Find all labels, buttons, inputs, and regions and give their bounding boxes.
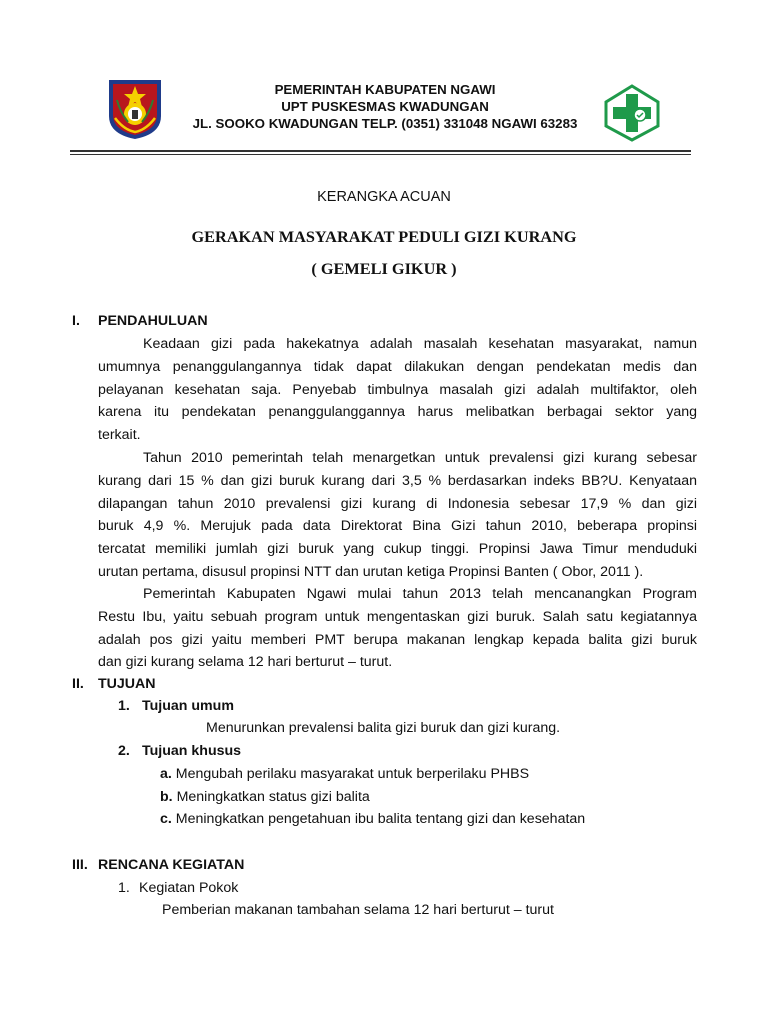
paragraph-line: Pemerintah Kabupaten Ngawi mulai tahun 2013 telah mencanangkan Program xyxy=(143,586,697,602)
document-main-title: GERAKAN MASYARAKAT PEDULI GIZI KURANG xyxy=(191,227,577,246)
item-text: Meningkatkan pengetahuan ibu balita tentang gizi dan kesehatan xyxy=(175,811,586,827)
letterhead-address: JL. SOOKO KWADUNGAN TELP. (0351) 331048 NGAWI 63283 xyxy=(192,116,578,131)
paragraph-line: karena itu pendekatan penanggulanggannya harus melibatkan berbagai sektor yang xyxy=(98,404,697,421)
paragraph-line: tercatat memiliki jumlah gizi buruk yang cukup tinggi. Propinsi Jawa Timur menduduki xyxy=(98,541,697,557)
item-text: Mengubah perilaku masyarakat untuk berperilaku PHBS xyxy=(175,766,530,782)
document-type-title: KERANGKA ACUAN xyxy=(317,189,451,205)
tujuan-khusus-item xyxy=(160,789,370,805)
paragraph-line: adalah pos gizi yaitu memberi PMT berupa makanan lengkap kepada balita gizi buruk xyxy=(98,631,697,648)
section-2-title: TUJUAN xyxy=(98,676,156,692)
tujuan-khusus-number: 2. xyxy=(118,743,130,759)
section-2-number: II. xyxy=(72,676,84,692)
section-1-title: PENDAHULUAN xyxy=(98,313,208,329)
section-1-number: I. xyxy=(72,313,80,329)
tujuan-umum-number: 1. xyxy=(118,698,130,714)
tujuan-khusus-item xyxy=(160,766,529,782)
paragraph-line: Tahun 2010 pemerintah telah menargetkan untuk prevalensi gizi kurang sebesar xyxy=(143,450,697,466)
paragraph-line: pelayanan kesehatan saja. Penyebab timbulnya masalah gizi adalah multifaktor, oleh xyxy=(98,381,697,398)
tujuan-umum-text: Menurunkan prevalensi balita gizi buruk dan gizi kurang. xyxy=(206,720,561,736)
letterhead-rule-thick xyxy=(70,150,691,152)
tujuan-khusus-item xyxy=(160,811,585,827)
puskesmas-logo-icon xyxy=(603,84,661,142)
paragraph-line: Keadaan gizi pada hakekatnya adalah masalah kesehatan masyarakat, namun xyxy=(143,336,697,352)
section-1-paragraph-3 xyxy=(98,583,697,674)
paragraph-line: dilapangan tahun 2010 prevalensi gizi kurang di Indonesia sebesar 17,9 % dan gizi xyxy=(98,495,697,512)
paragraph-line: dan gizi kurang selama 12 hari berturut – turut. xyxy=(98,654,393,671)
tujuan-khusus-title: Tujuan khusus xyxy=(142,743,242,759)
section-1-paragraph-1 xyxy=(98,333,697,447)
ngawi-regency-emblem-icon xyxy=(106,78,164,140)
kegiatan-pokok-title: Kegiatan Pokok xyxy=(139,880,239,896)
item-text: Meningkatkan status gizi balita xyxy=(176,789,370,805)
paragraph-line: buruk 4,9 %. Merujuk pada data Direktorat Bina Gizi tahun 2010, beberapa propinsi xyxy=(98,518,697,535)
paragraph-line: Restu Ibu, yaitu sebuah program untuk mengentaskan gizi buruk. Salah satu kegiatannya xyxy=(98,608,697,625)
section-3-number: III. xyxy=(72,857,88,873)
paragraph-line: umumnya penanggulangannya tidak dapat dilakukan dengan pendekatan medis dan xyxy=(98,358,697,375)
letterhead-rule-thin xyxy=(70,154,691,155)
kegiatan-pokok-number: 1. xyxy=(118,880,130,896)
tujuan-umum-title: Tujuan umum xyxy=(142,698,234,714)
document-subtitle: ( GEMELI GIKUR ) xyxy=(311,259,457,278)
paragraph-line: terkait. xyxy=(98,427,141,443)
item-letter: b. xyxy=(160,789,173,805)
section-3-title: RENCANA KEGIATAN xyxy=(98,857,245,873)
paragraph-line: kurang dari 15 % dan gizi buruk kurang dari 3,5 % berdasarkan indeks BB?U. Kenyataan xyxy=(98,472,697,489)
letterhead-institution: UPT PUSKESMAS KWADUNGAN xyxy=(281,99,489,114)
kegiatan-pokok-text: Pemberian makanan tambahan selama 12 hari berturut – turut xyxy=(162,902,554,918)
section-1-paragraph-2 xyxy=(98,447,697,584)
letterhead-government: PEMERINTAH KABUPATEN NGAWI xyxy=(274,82,496,97)
paragraph-line: urutan pertama, disusul propinsi NTT dan urutan ketiga Propinsi Banten ( Obor, 2011 ). xyxy=(98,563,644,580)
item-letter: c. xyxy=(160,811,172,827)
item-letter: a. xyxy=(160,766,172,782)
